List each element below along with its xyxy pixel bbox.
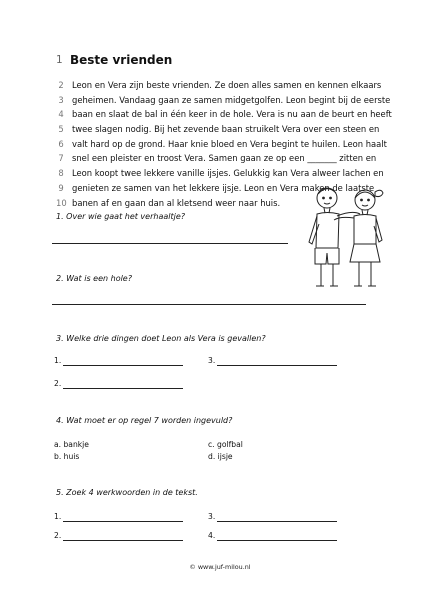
option-d[interactable]: d. ijsje bbox=[208, 452, 233, 461]
answer-number: 1. bbox=[54, 512, 62, 521]
story-line bbox=[56, 122, 396, 137]
line-number: 6 bbox=[58, 138, 64, 149]
option-a[interactable]: a. bankje bbox=[54, 440, 89, 449]
answer-underline bbox=[63, 521, 183, 522]
line-text: valt hard op de grond. Haar knie bloed en Vera begint te huilen. Leon haalt bbox=[72, 138, 387, 149]
answer-number: 2. bbox=[54, 531, 62, 540]
answer-number: 2. bbox=[54, 379, 62, 388]
answer-underline bbox=[63, 540, 183, 541]
option-c[interactable]: c. golfbal bbox=[208, 440, 243, 449]
q3-answer-2[interactable] bbox=[54, 379, 184, 391]
line-text: geheimen. Vandaag gaan ze samen midgetgolfen. Leon begint bij de eerste bbox=[72, 94, 391, 105]
line-text: twee slagen nodig. Bij het zevende baan struikelt Vera over een steen en bbox=[72, 124, 380, 135]
question-4: 4. Wat moet er op regel 7 worden ingevuld? bbox=[56, 416, 233, 425]
answer-line-1[interactable] bbox=[52, 243, 288, 244]
line-number: 4 bbox=[58, 109, 64, 120]
option-b[interactable]: b. huis bbox=[54, 452, 80, 461]
q3-answer-3[interactable] bbox=[208, 356, 338, 368]
answer-underline bbox=[63, 365, 183, 366]
line-text: genieten ze samen van het lekkere ijsje. Leon en Vera maken de laatste bbox=[72, 182, 375, 193]
story-line bbox=[56, 166, 396, 181]
line-text: snel een pleister en troost Vera. Samen gaan ze op een _______ zitten en bbox=[72, 153, 377, 164]
answer-underline bbox=[217, 521, 337, 522]
question-5: 5. Zoek 4 werkwoorden in de tekst. bbox=[56, 488, 198, 497]
story-line bbox=[56, 151, 396, 166]
answer-number: 4. bbox=[208, 531, 216, 540]
story-line bbox=[56, 93, 396, 108]
line-number: 8 bbox=[58, 168, 64, 179]
line-number: 3 bbox=[58, 94, 64, 105]
q5-answer-4[interactable] bbox=[208, 531, 338, 543]
answer-underline bbox=[217, 365, 337, 366]
line-number: 10 bbox=[56, 197, 67, 208]
friends-illustration bbox=[300, 180, 390, 300]
answer-number: 3. bbox=[208, 356, 216, 365]
line-text: banen af en gaan dan al kletsend weer naar huis. bbox=[72, 197, 281, 208]
line-text: Leon koopt twee lekkere vanille ijsjes. Gelukkig kan Vera alweer lachen en bbox=[72, 168, 384, 179]
worksheet-title: Beste vrienden bbox=[70, 53, 173, 67]
question-2: 2. Wat is een hole? bbox=[56, 274, 132, 283]
line-text: Leon en Vera zijn beste vrienden. Ze doen alles samen en kennen elkaars bbox=[72, 80, 382, 90]
line-number: 9 bbox=[58, 182, 64, 193]
title-line-number: 1 bbox=[56, 54, 63, 66]
line-text: baan en slaat de bal in één keer in de hole. Vera is nu aan de beurt en heeft bbox=[72, 109, 392, 120]
story-line bbox=[56, 107, 396, 122]
line-number: 5 bbox=[58, 124, 64, 135]
story-line bbox=[56, 78, 396, 93]
q3-answer-1[interactable] bbox=[54, 356, 184, 368]
story-line bbox=[56, 137, 396, 152]
q5-answer-1[interactable] bbox=[54, 512, 184, 524]
line-number: 7 bbox=[58, 153, 64, 164]
q5-answer-3[interactable] bbox=[208, 512, 338, 524]
answer-number: 1. bbox=[54, 356, 62, 365]
answer-line-2[interactable] bbox=[52, 304, 366, 305]
q5-answer-2[interactable] bbox=[54, 531, 184, 543]
answer-underline bbox=[63, 388, 183, 389]
answer-number: 3. bbox=[208, 512, 216, 521]
line-number: 2 bbox=[58, 80, 64, 90]
two-friends-drawing bbox=[300, 180, 390, 300]
question-1: 1. Over wie gaat het verhaaltje? bbox=[56, 212, 185, 221]
question-3: 3. Welke drie dingen doet Leon als Vera is gevallen? bbox=[56, 334, 266, 343]
copyright-footer: © www.juf-milou.nl bbox=[189, 563, 251, 571]
answer-underline bbox=[217, 540, 337, 541]
